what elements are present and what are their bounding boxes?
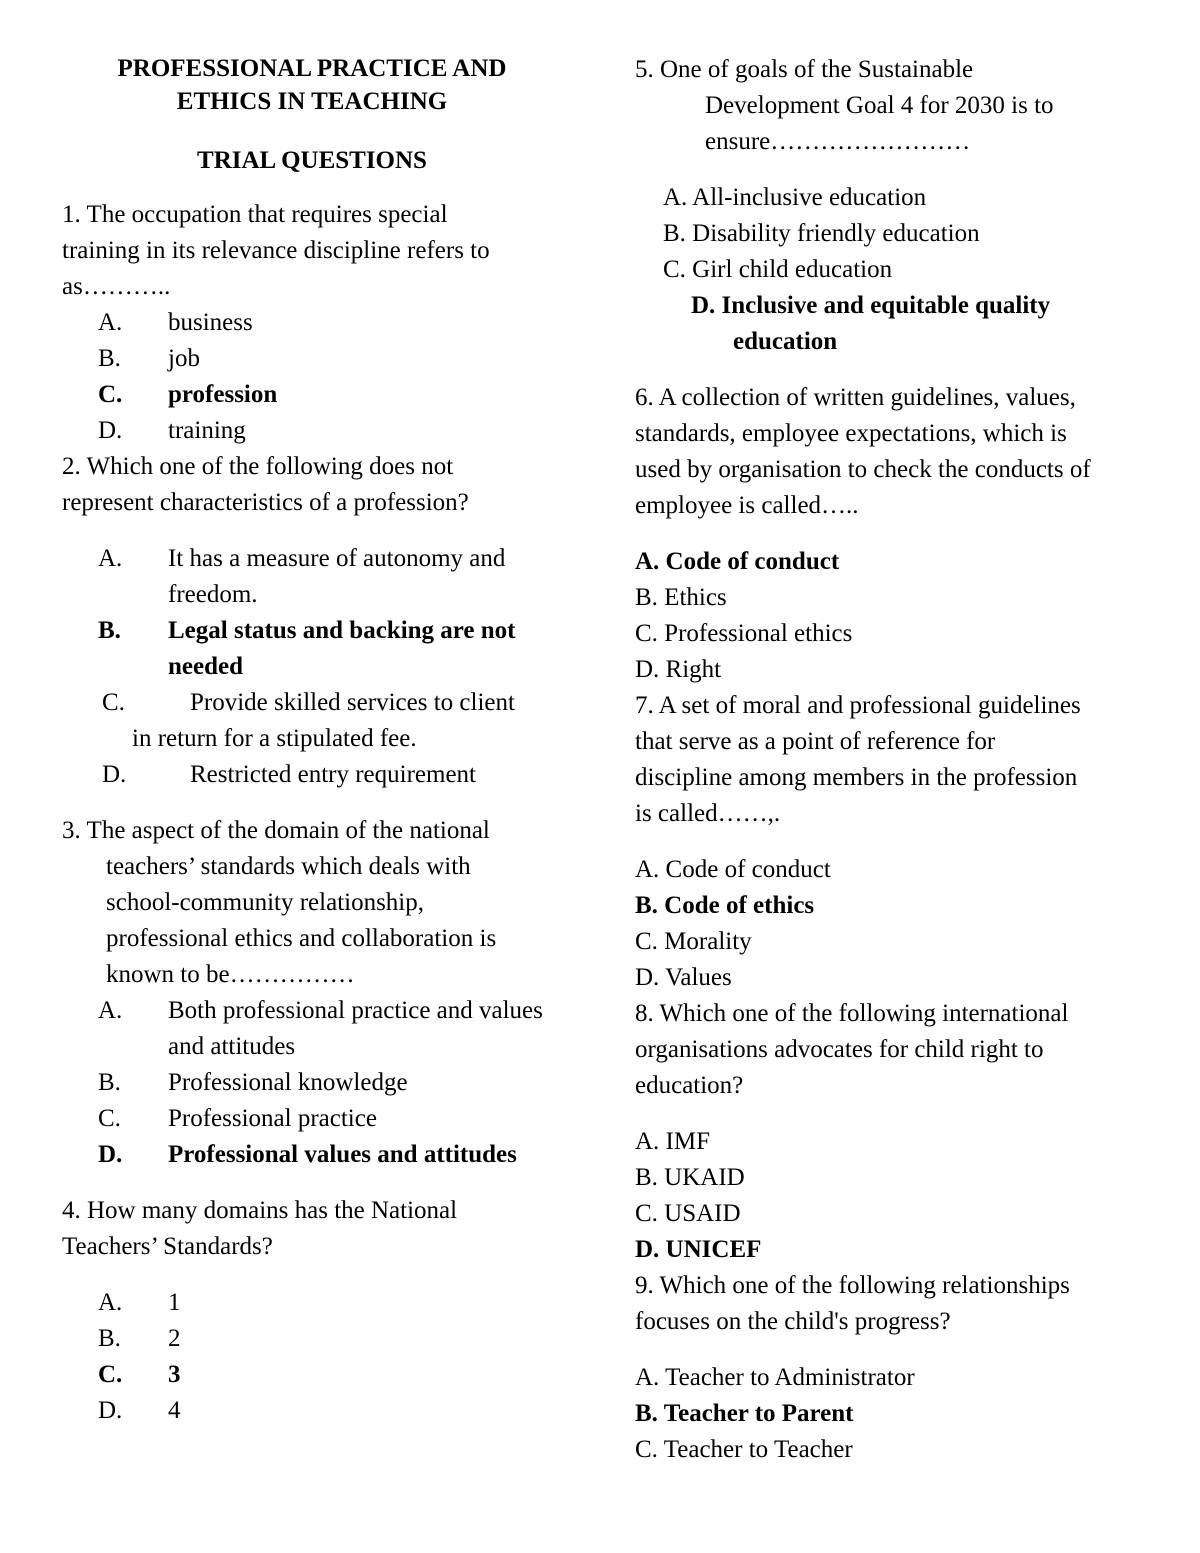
option-letter: A. xyxy=(98,545,123,572)
question-6-line1: 6. A collection of written guidelines, values, xyxy=(635,384,1076,411)
question-9-line1: 9. Which one of the following relationships xyxy=(635,1272,1070,1299)
option-text: 1 xyxy=(168,1289,181,1316)
question-5-line3: ensure…………………… xyxy=(705,128,971,155)
option-text: job xyxy=(168,345,200,372)
q6-option-c: C. Professional ethics xyxy=(635,620,853,647)
doc-title-line2: ETHICS IN TEACHING xyxy=(176,88,448,115)
q9-option-a: A. Teacher to Administrator xyxy=(635,1364,915,1391)
question-8-line1: 8. Which one of the following international xyxy=(635,1000,1069,1027)
q7-option-d: D. Values xyxy=(635,964,732,991)
question-6-line4: employee is called….. xyxy=(635,492,859,519)
q6-option-d: D. Right xyxy=(635,656,722,683)
q5-option-b: B. Disability friendly education xyxy=(663,220,980,247)
question-7-line2: that serve as a point of reference for xyxy=(635,728,996,755)
option-text: D. Inclusive and equitable quality education xyxy=(691,292,1051,355)
q3-option-a xyxy=(62,993,562,1065)
option-text: Legal status and backing are not needed xyxy=(168,617,516,680)
option-text: Professional practice xyxy=(168,1105,377,1132)
q4-option-c-answer xyxy=(62,1357,562,1393)
question-3-line1: 3. The aspect of the domain of the national xyxy=(62,817,490,844)
question-8-line3: education? xyxy=(635,1072,744,1099)
option-text: It has a measure of autonomy and freedom. xyxy=(168,545,506,608)
q5-option-d-answer xyxy=(635,288,1155,360)
question-6-line3: used by organisation to check the conducts of xyxy=(635,456,1091,483)
question-8-line2: organisations advocates for child right to xyxy=(635,1036,1044,1063)
doc-subtitle: TRIAL QUESTIONS xyxy=(197,147,427,174)
question-5-line1: 5. One of goals of the Sustainable xyxy=(635,56,974,83)
option-text: Professional knowledge xyxy=(168,1069,408,1096)
q5-option-a: A. All-inclusive education xyxy=(663,184,927,211)
option-letter: B. xyxy=(98,1069,121,1096)
option-text: Restricted entry requirement xyxy=(190,761,476,788)
option-letter: D. xyxy=(98,1397,123,1424)
q3-option-d-answer xyxy=(62,1137,562,1173)
q1-option-c-answer xyxy=(62,377,562,413)
q7-option-c: C. Morality xyxy=(635,928,752,955)
question-7-line3: discipline among members in the profession xyxy=(635,764,1078,791)
option-letter: A. xyxy=(98,309,123,336)
option-letter: A. xyxy=(98,997,123,1024)
q9-option-c: C. Teacher to Teacher xyxy=(635,1436,853,1463)
q2-option-c xyxy=(62,685,562,721)
q4-option-a xyxy=(62,1285,562,1321)
left-column xyxy=(62,52,562,1429)
question-7 xyxy=(635,688,1155,996)
question-4 xyxy=(62,1193,562,1429)
question-3-line5: known to be…………… xyxy=(106,961,355,988)
q1-option-b xyxy=(62,341,562,377)
question-9-line2: focuses on the child's progress? xyxy=(635,1308,951,1335)
option-text: 2 xyxy=(168,1325,181,1352)
option-text: training xyxy=(168,417,246,444)
question-3 xyxy=(62,813,562,1173)
option-letter: B. xyxy=(98,1325,121,1352)
q6-option-b: B. Ethics xyxy=(635,584,727,611)
q2-option-b-answer xyxy=(62,613,562,685)
option-text: 4 xyxy=(168,1397,181,1424)
q4-option-b xyxy=(62,1321,562,1357)
question-6-line2: standards, employee expectations, which is xyxy=(635,420,1067,447)
q2-option-a xyxy=(62,541,562,613)
question-8 xyxy=(635,996,1155,1268)
question-7-line1: 7. A set of moral and professional guidelines xyxy=(635,692,1081,719)
question-6 xyxy=(635,380,1155,688)
option-letter: D. xyxy=(98,417,123,444)
q2-option-c-continuation: in return for a stipulated fee. xyxy=(132,725,417,752)
question-1-line3: as……….. xyxy=(62,273,171,300)
question-4-line1: 4. How many domains has the National xyxy=(62,1197,458,1224)
question-5-line2: Development Goal 4 for 2030 is to xyxy=(705,92,1054,119)
q8-option-d-answer: D. UNICEF xyxy=(635,1236,762,1263)
option-text: business xyxy=(168,309,253,336)
option-letter: C. xyxy=(98,381,123,408)
question-7-line4: is called……,. xyxy=(635,800,781,827)
q4-option-d xyxy=(62,1393,562,1429)
question-3-line4: professional ethics and collaboration is xyxy=(106,925,497,952)
question-1-line1: 1. The occupation that requires special xyxy=(62,201,448,228)
question-1-line2: training in its relevance discipline refers to xyxy=(62,237,490,264)
question-5 xyxy=(635,52,1155,360)
option-letter: C. xyxy=(102,689,125,716)
question-9 xyxy=(635,1268,1155,1468)
q7-option-b-answer: B. Code of ethics xyxy=(635,892,815,919)
question-4-line2: Teachers’ Standards? xyxy=(62,1233,273,1260)
option-text: Both professional practice and values and attitudes xyxy=(168,997,543,1060)
doc-title-line1: PROFESSIONAL PRACTICE AND xyxy=(117,55,507,82)
q3-option-c xyxy=(62,1101,562,1137)
question-3-line2: teachers’ standards which deals with xyxy=(106,853,471,880)
option-letter: D. xyxy=(102,761,127,788)
question-2 xyxy=(62,449,562,793)
option-text: Provide skilled services to client xyxy=(190,689,515,716)
option-letter: B. xyxy=(98,617,121,644)
option-letter: A. xyxy=(98,1289,123,1316)
question-2-line2: represent characteristics of a profession? xyxy=(62,489,469,516)
q8-option-b: B. UKAID xyxy=(635,1164,745,1191)
option-text: profession xyxy=(168,381,278,408)
question-2-line1: 2. Which one of the following does not xyxy=(62,453,454,480)
q8-option-a: A. IMF xyxy=(635,1128,711,1155)
q3-option-b xyxy=(62,1065,562,1101)
option-letter: D. xyxy=(98,1141,123,1168)
q8-option-c: C. USAID xyxy=(635,1200,741,1227)
question-1 xyxy=(62,197,562,449)
question-3-line3: school-community relationship, xyxy=(106,889,425,916)
q9-option-b-answer: B. Teacher to Parent xyxy=(635,1400,854,1427)
option-letter: C. xyxy=(98,1105,121,1132)
option-text: 3 xyxy=(168,1361,181,1388)
q1-option-a xyxy=(62,305,562,341)
q7-option-a: A. Code of conduct xyxy=(635,856,831,883)
right-column xyxy=(635,52,1155,1468)
option-letter: B. xyxy=(98,345,121,372)
q6-option-a-answer: A. Code of conduct xyxy=(635,548,840,575)
option-letter: C. xyxy=(98,1361,123,1388)
q1-option-d xyxy=(62,413,562,449)
q5-option-c: C. Girl child education xyxy=(663,256,893,283)
q2-option-d xyxy=(62,757,562,793)
option-text: Professional values and attitudes xyxy=(168,1141,517,1168)
